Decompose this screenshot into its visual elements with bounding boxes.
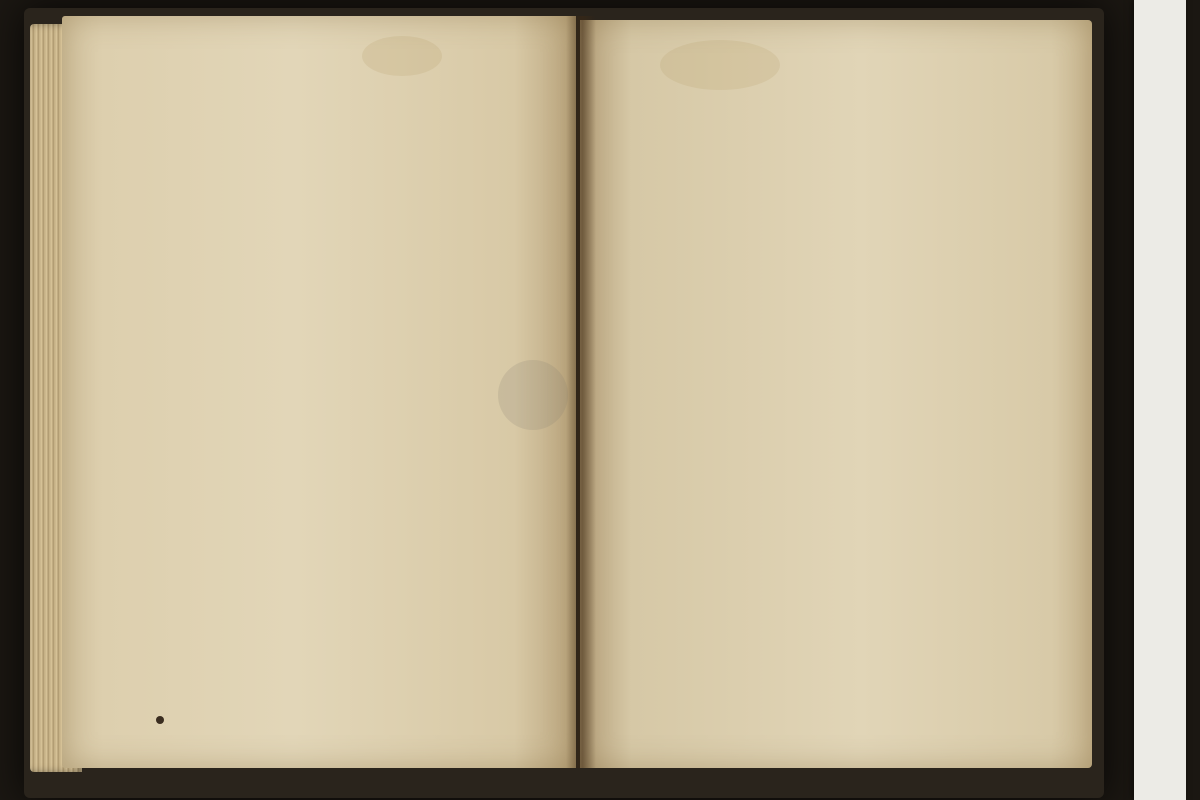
ink-dot xyxy=(156,716,164,724)
book-gutter xyxy=(566,16,596,768)
watermark-logo xyxy=(498,360,568,430)
right-page xyxy=(580,20,1092,768)
measurement-ruler xyxy=(1134,0,1186,800)
foxing-stain xyxy=(362,36,442,76)
foxing-stain xyxy=(660,40,780,90)
